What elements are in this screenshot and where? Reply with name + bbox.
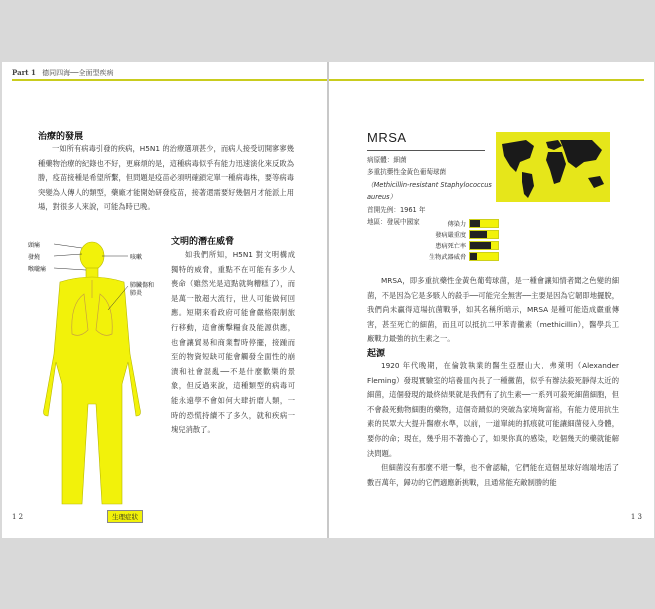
rating-fill — [470, 231, 487, 238]
paragraph: 1920 年代晚期，在倫敦執業的醫生亞歷山大．弗萊明（Alexander Fleming）發現實驗室的培養皿內長了一種黴菌，似乎有辦法殺死靜得太近的細菌，這個發現的最終結果就是我們有了抗生素──一系列可殺死細菌細胞，但不會殺死動物細胞的藥物，這個奇蹟似的突破為家境夠富裕，有能力使用抗生素的民眾大大提升醫療水準，以前，一道單純的抓痕就可能讓細菌侵入身體，要你的命；現在，幾乎用不著擔心了，如果你真的感染，吃個幾天的藥就能解決問題。 — [367, 361, 619, 458]
rating-row — [429, 251, 499, 262]
world-map — [496, 132, 610, 202]
rating-label: 發病嚴重度 — [435, 232, 467, 239]
running-head — [12, 68, 114, 78]
rating-row — [429, 240, 499, 251]
page-number: 1 2 — [12, 513, 24, 521]
section-text-origin — [367, 359, 619, 490]
figure-caption: 生理症狀 — [107, 510, 143, 523]
risk-ratings — [429, 218, 499, 262]
section-heading-threat: 文明的潛在威脅 — [171, 237, 235, 247]
disease-title: MRSA — [367, 130, 407, 145]
rating-row — [429, 218, 499, 229]
left-page — [2, 62, 327, 538]
body-symptoms-figure — [30, 234, 155, 521]
section-heading-origin: 起源 — [367, 349, 386, 359]
rating-row — [429, 229, 499, 240]
figure-label-lung: 肺臟傷和肺炎 — [130, 282, 155, 297]
rating-fill — [470, 242, 491, 249]
info-line: 病原體：細菌 — [367, 156, 407, 164]
rating-label: 患病死亡率 — [435, 243, 467, 250]
info-line: aureus） — [367, 193, 397, 202]
figure-label-headache: 頭痛 — [28, 242, 41, 249]
right-page — [329, 62, 654, 538]
rating-bar — [469, 241, 499, 250]
title-rule — [367, 150, 485, 151]
rating-fill — [470, 253, 477, 260]
paragraph: 但細菌沒有那麼不堪一擊，也不會認輸，它們能在這個星球好端端地活了數百萬年，歸功的它們適應新挑戰，且通常能充敵制勝的能 — [367, 463, 619, 487]
rating-label: 生物武器威脅 — [429, 254, 467, 261]
paragraph: 如我們所知，H5N1 對文明構成獨特的威脅，重點不在可能有多少人喪命（雖然光是這點就夠糟糕了），而是萬一散超大流行，世人可能做何回應。短期來看政府可能會嚴格限制旅行移動，這會衝擊糧食及能源供應，也會讓貿易和商業暫時停擺，接踵而至的物資短缺可能會觸發全面性的崩潰和社會混亂──不是什麼歡樂的景象，但反過來說，這種類型的病毒可能永遠學不會如何大肆折磨人類，一時的恐慌持續不了多久，就和疾病一塊兒消散了。 — [171, 250, 295, 435]
section-text-treatment — [38, 142, 294, 215]
figure-label-cough: 咳嗽 — [130, 254, 143, 261]
rating-bar — [469, 230, 499, 239]
info-line: （Methicillin-resistant Staphylococcus — [367, 180, 492, 189]
running-head-rule — [12, 79, 327, 81]
running-head-rule — [329, 79, 644, 81]
figure-label-sore-throat: 喉嚨痛 — [28, 266, 47, 273]
info-line: 首開先例：1961 年 — [367, 205, 426, 214]
rating-bar — [469, 252, 499, 261]
page-number: 1 3 — [630, 513, 642, 521]
section-heading-treatment: 治療的發展 — [38, 132, 84, 142]
figure-label-fever: 發燒 — [28, 254, 41, 261]
rating-fill — [470, 220, 480, 227]
info-line: 多重抗藥性金黃色葡萄球菌 — [367, 168, 447, 177]
section-text-threat — [171, 248, 295, 438]
runhead-part: Part 1 — [12, 68, 36, 77]
intro-text — [367, 274, 619, 347]
rating-label: 傳染力 — [447, 221, 467, 228]
paragraph: 一如所有病毒引發的疾病，H5N1 的治療選項甚少，而病人接受切開寥寥幾種藥物治療的紀錄也不好，更麻煩的是，這種病毒似乎有能力迅速演化來反敗為勝，疫苗接種是希望所繫，但問題是疫苗必須明確鎖定單一種病毒株，要等病毒突變為人傳人的類型，藥廠才能開始研發疫苗，接著還需要好幾個月才能派上用場，對很多人來說，可能為時已晚。 — [38, 144, 294, 212]
paragraph: MRSA，即多重抗藥性金黃色葡萄球菌，是一種會讓知情者聞之色變的細菌，不是因為它是多駭人的殺手──可能完全無害──主要是因為它韌即地擺脫，我們尚未贏得這場抗菌戰爭，如其名稱所暗示，MRSA 是種可能造成嚴重傳害，甚至死亡的細菌，而且可以抵抗二甲苯青黴素（methicillin），醫學兵工廠戰力最強的抗生素之一。 — [367, 276, 619, 344]
runhead-title: 德同四海──全面型疾病 — [42, 69, 114, 77]
human-body-illustration — [30, 234, 155, 521]
rating-bar — [469, 219, 499, 228]
world-map-illustration — [496, 132, 610, 202]
info-line: 地區：發展中國家 — [367, 218, 420, 227]
